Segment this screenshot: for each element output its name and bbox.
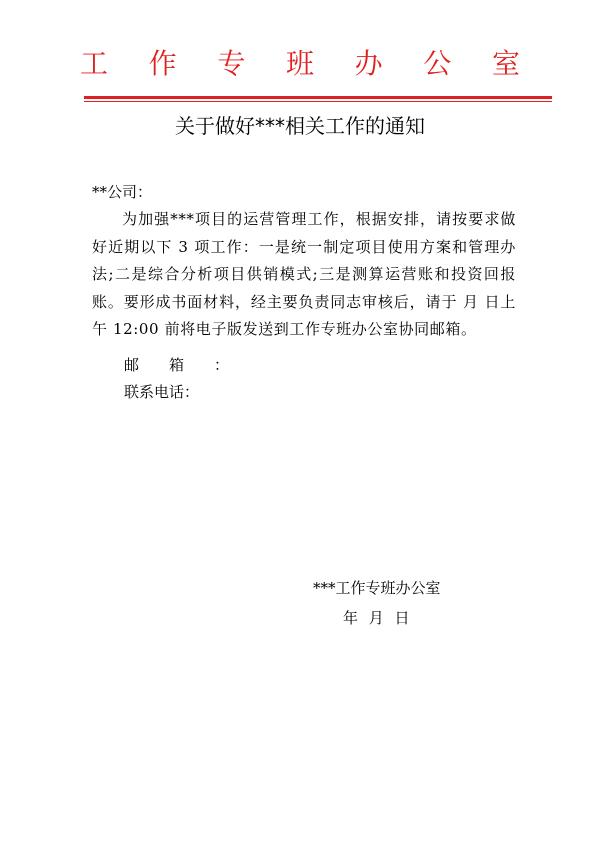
header-char: 公 xyxy=(423,47,452,80)
document-title: 关于做好***相关工作的通知 xyxy=(175,114,425,138)
header-char: 室 xyxy=(491,47,520,80)
header-title xyxy=(80,44,520,84)
header-rule-thick xyxy=(84,96,552,99)
phone-label: 联系电话： xyxy=(124,383,200,401)
email-label: 邮箱： xyxy=(124,356,260,374)
header-char: 作 xyxy=(148,47,177,80)
salutation: **公司： xyxy=(92,183,153,201)
contact-email-line xyxy=(124,355,259,375)
header-char: 班 xyxy=(285,47,314,80)
header-char: 专 xyxy=(217,47,246,80)
header-char: 办 xyxy=(354,47,383,80)
signature-date: 年 月 日 xyxy=(343,609,410,627)
header-rule-thin xyxy=(84,101,552,102)
signature-org: ***工作专班办公室 xyxy=(313,579,441,597)
body-paragraph: 为加强***项目的运营管理工作，根据安排，请按要求做好近期以下 3 项工作：一是统一制定项目使用方案和管理办法;二是综合分析项目供销模式;三是测算运营账和投资回报账。要形成书面材料，经主要负责同志审核后，请于 月 日上午 12:00 前将电子版发送到工作专班办公室协同邮箱。 xyxy=(92,210,516,338)
header-char: 工 xyxy=(80,47,109,80)
contact-phone-line xyxy=(124,382,199,402)
